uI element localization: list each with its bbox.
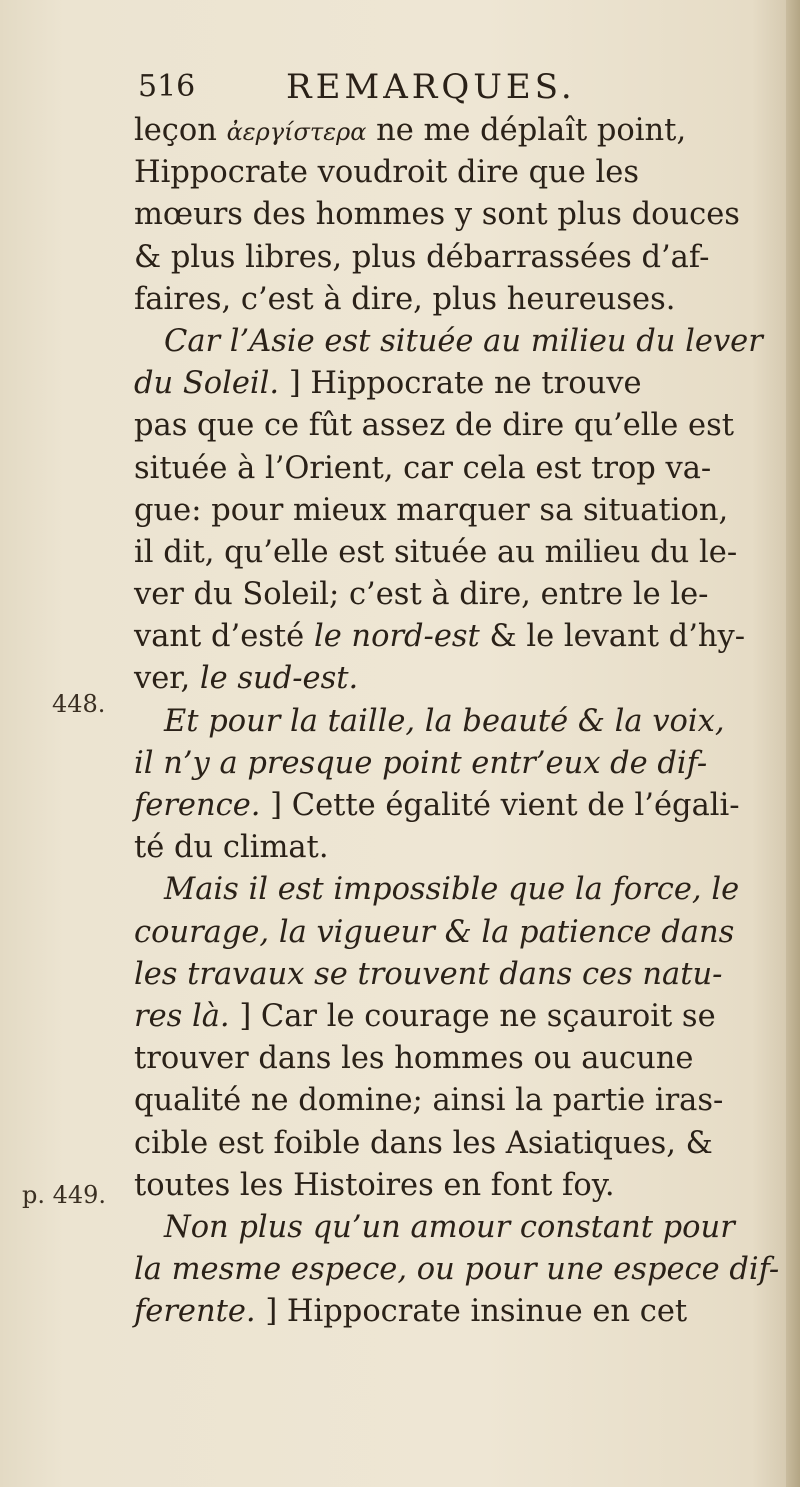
text-line: [134, 237, 742, 279]
text-segment: le sud-est.: [199, 661, 359, 697]
text-segment: du Soleil.: [134, 366, 280, 402]
text-segment: ver,: [134, 661, 200, 697]
text-line: [134, 363, 742, 405]
text-segment: il n’y a presque point entr’eux de dif-: [134, 745, 708, 781]
text-segment: trouver dans les hommes ou aucune: [134, 1041, 694, 1077]
text-line: [134, 1207, 742, 1249]
text-segment: la mesme espece, ou pour une espece dif-: [134, 1252, 780, 1288]
body-text: [134, 110, 780, 1333]
text-line: [134, 279, 742, 321]
text-line: [134, 1249, 780, 1291]
text-segment: & le levant d’hy-: [479, 619, 746, 655]
text-segment: il dit, qu’elle est située au milieu du le-: [134, 534, 738, 570]
text-line: [134, 1123, 742, 1165]
text-segment: ἀεργίστερα: [226, 118, 367, 146]
text-segment: ver du Soleil; c’est à dire, entre le le-: [134, 577, 709, 613]
text-segment: qualité ne domine; ainsi la partie iras-: [134, 1083, 724, 1119]
text-line: [134, 321, 763, 363]
text-line: [134, 869, 742, 911]
running-title: REMARQUES.: [286, 67, 576, 107]
text-line: [134, 152, 742, 194]
text-line: [134, 954, 742, 996]
text-segment: Non plus qu’un amour constant pour: [164, 1209, 735, 1245]
text-segment: ] Hippocrate ne trouve: [279, 366, 642, 402]
text-line: [134, 743, 742, 785]
text-line: [134, 616, 746, 658]
text-segment: Et pour la taille, la beauté & la voix,: [164, 703, 725, 739]
text-line: [134, 912, 742, 954]
text-segment: Car l’Asie est située au milieu du lever: [164, 323, 763, 359]
text-line: [134, 785, 742, 827]
text-line: [134, 574, 742, 616]
text-segment: ] Cette égalité vient de l’égali-: [260, 788, 740, 823]
text-line: [134, 532, 742, 574]
text-line: [134, 1038, 742, 1080]
text-line: [134, 658, 742, 700]
text-line: [134, 110, 742, 152]
text-segment: le nord-est: [313, 619, 480, 655]
text-segment: ference.: [134, 788, 261, 823]
text-segment: & plus libres, plus débarrassées d’af-: [134, 239, 710, 275]
text-segment: faires, c’est à dire, plus heureuses.: [134, 281, 676, 317]
text-segment: leçon: [134, 113, 227, 148]
text-segment: pas que ce fût assez de dire qu’elle est: [134, 408, 734, 444]
text-segment: ] Hippocrate insinue en cet: [255, 1294, 688, 1330]
page-number: 516: [138, 69, 196, 104]
text-segment: gue: pour mieux marquer sa situation,: [134, 492, 729, 528]
text-segment: té du climat.: [134, 830, 329, 866]
text-segment: toutes les Histoires en font foy.: [134, 1167, 615, 1203]
running-header: [138, 62, 618, 112]
text-segment: ] Car le courage ne sçauroit se: [229, 998, 716, 1034]
text-segment: ne me déplaît point,: [366, 113, 687, 148]
text-segment: cible est foible dans les Asiatiques, &: [134, 1125, 713, 1161]
text-segment: située à l’Orient, car cela est trop va-: [134, 450, 712, 486]
text-segment: mœurs des hommes y sont plus douces: [134, 197, 740, 233]
text-line: [134, 827, 742, 869]
text-segment: ferente.: [134, 1294, 256, 1330]
text-line: [134, 996, 742, 1038]
text-segment: Mais il est impossible que la force, le: [164, 872, 740, 908]
text-segment: Hippocrate voudroit dire que les: [134, 155, 639, 191]
text-line: [134, 1080, 742, 1122]
text-segment: les travaux se trouvent dans ces natu-: [134, 956, 723, 992]
text-line: [134, 1165, 742, 1207]
margin-note-448: 448.: [52, 690, 106, 718]
margin-note-p449: p. 449.: [22, 1181, 107, 1209]
text-line: [134, 1291, 742, 1333]
text-line: [134, 448, 742, 490]
text-segment: vant d’esté: [134, 619, 314, 655]
page-edge: [786, 0, 800, 1487]
text-line: [134, 405, 742, 447]
text-line: [134, 194, 742, 236]
text-line: [134, 490, 742, 532]
text-line: [134, 701, 742, 743]
text-segment: res là.: [134, 998, 230, 1034]
text-segment: courage, la vigueur & la patience dans: [134, 914, 735, 950]
